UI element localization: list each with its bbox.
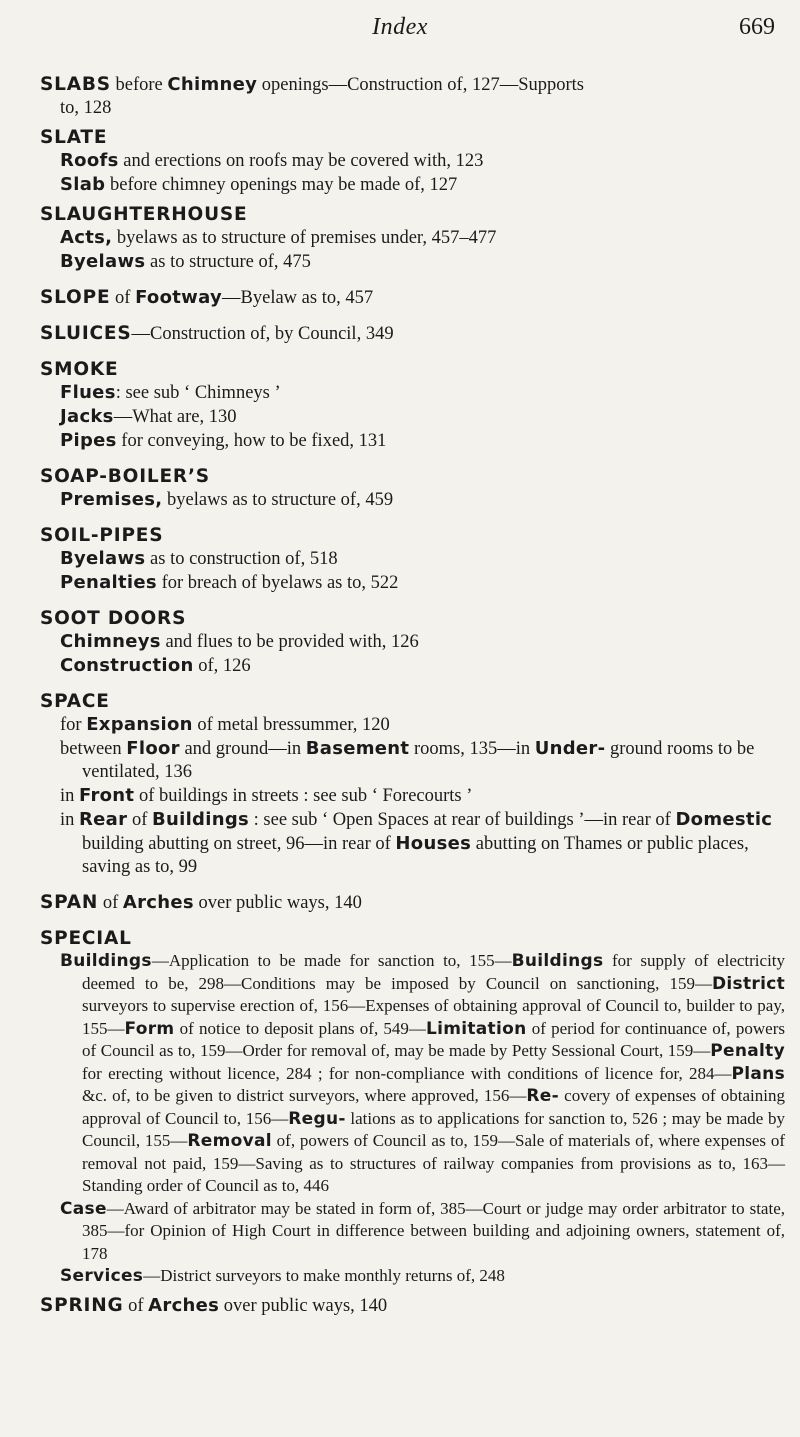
subentry-text: and erections on roofs may be covered with, 123 xyxy=(123,151,484,171)
running-head xyxy=(0,10,800,50)
subentry-text: ground rooms to be ventilated, 136 xyxy=(82,739,755,782)
subentry-keyword: Buildings xyxy=(511,951,604,971)
entry-heading: SPECIAL xyxy=(40,928,132,949)
subentry-text: as to construction of, 518 xyxy=(150,549,338,569)
entry-heading: SLOPE xyxy=(40,287,111,308)
entry-keyword: Arches xyxy=(148,1294,220,1316)
entry-soil-pipes xyxy=(40,524,785,595)
entry-sluices xyxy=(40,322,785,346)
subentry-text: between xyxy=(60,739,122,759)
subentry xyxy=(40,571,785,595)
subentry-text: byelaws as to structure of, 459 xyxy=(167,490,394,510)
subentry-keyword: Expansion xyxy=(86,714,193,735)
entry-text: openings—Construction of, 127—Supports xyxy=(261,75,585,95)
subentry-keyword: Chimneys xyxy=(60,631,161,652)
subentry xyxy=(40,488,785,512)
entry-line xyxy=(40,1294,785,1318)
subentry-text: rooms, 135—in xyxy=(413,739,531,759)
entry-text: of xyxy=(102,893,119,913)
subentry-keyword: Premises, xyxy=(60,489,163,510)
entry-keyword: Chimney xyxy=(167,74,258,95)
subentry-text: surveyors to supervise erection of, 156—Expenses of obtaining approval of Council to, builder to pay, 155— xyxy=(82,996,785,1038)
entry-keyword: Footway xyxy=(135,287,223,308)
subentry-keyword: Pipes xyxy=(60,430,117,451)
entry-heading: SLATE xyxy=(40,127,108,148)
entry-line xyxy=(40,891,785,915)
entry-heading: SLABS xyxy=(40,74,111,95)
entry-spring xyxy=(40,1294,785,1318)
entry-smoke xyxy=(40,358,785,453)
subentry xyxy=(40,250,785,274)
subentry-text: of, powers of Council as to, 159—Sale of materials of, where expenses of removal not paid, 159—Saving as to structures of railway companies from provisions as to, 163— Standing order of Council as to, 446 xyxy=(82,1131,785,1195)
subentry xyxy=(40,547,785,571)
entry-heading: SOAP-BOILER’S xyxy=(40,466,210,487)
entry-heading: SPAN xyxy=(40,892,99,913)
subentry xyxy=(40,149,785,173)
entry-heading: SMOKE xyxy=(40,359,119,380)
subentry xyxy=(40,429,785,453)
subentry-keyword: Under- xyxy=(534,738,606,759)
entry-slope xyxy=(40,286,785,310)
subentry xyxy=(40,173,785,197)
subentry-text: before chimney openings may be made of, 127 xyxy=(110,175,458,195)
subentry-text: : see sub ‘ Open Spaces at rear of buildings ’—in rear of xyxy=(253,810,671,830)
subentry-keyword: Form xyxy=(124,1018,175,1039)
entry-heading: SOIL-PIPES xyxy=(40,525,164,546)
subentry-text: for xyxy=(60,715,82,735)
subentry-keyword: Jacks xyxy=(60,406,114,427)
subentry-keyword: Front xyxy=(79,785,135,806)
subentry-keyword: Limitation xyxy=(425,1018,527,1039)
subentry-text: of xyxy=(131,810,148,830)
subentry-keyword: Rear xyxy=(79,809,128,830)
subentry-text: of metal bressummer, 120 xyxy=(197,715,390,735)
entry-heading: SPRING xyxy=(40,1294,124,1316)
subentry xyxy=(40,381,785,405)
entry-line xyxy=(40,73,785,97)
subentry-keyword: Regu- xyxy=(288,1108,346,1129)
subentry-text: as to structure of, 475 xyxy=(150,252,311,272)
entry-heading: SLAUGHTERHOUSE xyxy=(40,204,248,225)
subentry-text: : see sub ‘ Chimneys ’ xyxy=(115,383,281,403)
entry-heading: SOOT DOORS xyxy=(40,608,187,629)
entry-line xyxy=(40,322,785,346)
subentry xyxy=(40,808,785,879)
entry-space xyxy=(40,690,785,879)
subentry-text: in xyxy=(60,810,75,830)
subentry-keyword: Flues xyxy=(60,382,116,403)
subentry xyxy=(40,226,785,250)
entry-text: —Byelaw as to, 457 xyxy=(222,288,374,308)
subentry xyxy=(40,737,785,784)
subentry-text: for breach of byelaws as to, 522 xyxy=(161,573,399,593)
subentry-text: of notice to deposit plans of, 549— xyxy=(179,1018,426,1038)
entry-text: over public ways, 140 xyxy=(198,893,362,913)
subentry-text: in xyxy=(60,786,75,806)
entry-slate xyxy=(40,126,785,197)
subentry-text: lations as to applications for sanction to, 526 ; may be made by Council, 155— xyxy=(82,1108,785,1150)
subentry-text: abutting on Thames or public places, saving as to, 99 xyxy=(82,834,749,877)
subentry-text: of, 126 xyxy=(198,656,251,676)
subentry-text: byelaws as to structure of premises under, 457–477 xyxy=(116,228,497,248)
subentry-keyword: Roofs xyxy=(60,150,119,171)
subentry-keyword: Case xyxy=(60,1198,107,1219)
subentry-keyword: Buildings xyxy=(151,809,250,830)
subentry-text: covery of expenses of obtaining approval of Council to, 156— xyxy=(82,1086,785,1128)
subentry-keyword: Acts, xyxy=(60,227,113,248)
subentry-text: &c. of, to be given to district surveyors, where approved, 156— xyxy=(82,1086,527,1105)
subentry-keyword: District xyxy=(712,973,785,994)
subentry-keyword: Buildings xyxy=(60,951,152,971)
entry-keyword: Arches xyxy=(122,892,194,913)
subentry-keyword: Re- xyxy=(526,1086,559,1106)
subentry-text: building abutting on street, 96—in rear of xyxy=(82,834,391,854)
subentry-text: and flues to be provided with, 126 xyxy=(165,632,419,652)
entry-line xyxy=(40,286,785,310)
subentry-text: —Application to be made for sanction to, 155— xyxy=(151,951,512,970)
entry-soap-boilers xyxy=(40,465,785,512)
subentry xyxy=(40,405,785,429)
entry-text: over public ways, 140 xyxy=(223,1295,388,1316)
running-title: Index xyxy=(372,14,428,40)
entry-special xyxy=(40,927,785,1288)
subentry-keyword: Houses xyxy=(395,833,472,854)
index-column xyxy=(40,73,785,1330)
entry-continuation: to, 128 xyxy=(60,98,112,118)
entry-slabs xyxy=(40,73,785,120)
subentry-text: and ground—in xyxy=(184,739,302,759)
subentry-keyword: Slab xyxy=(60,174,106,195)
subentry-text: —What are, 130 xyxy=(113,407,237,427)
subentry-case xyxy=(40,1198,785,1266)
subentry-text: for supply of electricity deemed to be, 298—Conditions may be imposed by Council on sanctioning, 159— xyxy=(82,951,786,993)
subentry-buildings xyxy=(40,950,785,1198)
subentry-text: for conveying, how to be fixed, 131 xyxy=(121,431,387,451)
subentry xyxy=(40,713,785,737)
subentry-text: of buildings in streets : see sub ‘ Forecourts ’ xyxy=(138,786,473,806)
subentry-keyword: Basement xyxy=(305,738,410,759)
entry-soot-doors xyxy=(40,607,785,678)
entry-text: —Construction of, by Council, 349 xyxy=(131,324,394,344)
subentry-services xyxy=(40,1265,785,1288)
subentry-keyword: Floor xyxy=(126,738,180,759)
subentry-keyword: Penalty xyxy=(710,1041,785,1061)
subentry-keyword: Plans xyxy=(731,1063,785,1084)
subentry-keyword: Byelaws xyxy=(60,548,146,569)
entry-span xyxy=(40,891,785,915)
subentry xyxy=(40,630,785,654)
subentry xyxy=(40,784,785,808)
subentry-text: —Award of arbitrator may be stated in form of, 385—Court or judge may order arbitrator to state, 385—for Opinion of High Court in difference between building and adjoining owners, statement of, 178 xyxy=(82,1198,785,1263)
entry-heading: SLUICES xyxy=(40,323,132,344)
entry-text: before xyxy=(115,75,163,95)
entry-heading: SPACE xyxy=(40,691,110,712)
subentry-keyword: Byelaws xyxy=(60,251,146,272)
entry-text: of xyxy=(128,1295,144,1316)
subentry-keyword: Construction xyxy=(60,655,194,676)
subentry xyxy=(40,654,785,678)
entry-slaughterhouse xyxy=(40,203,785,274)
subentry-text: of period for continuance of, powers of Council as to, 159—Order for removal of, may be made by Petty Sessional Court, 159— xyxy=(82,1018,785,1060)
subentry-keyword: Removal xyxy=(187,1131,272,1151)
subentry-text: —District surveyors to make monthly returns of, 248 xyxy=(143,1266,505,1285)
subentry-keyword: Penalties xyxy=(60,572,157,593)
subentry-text: for erecting without licence, 284 ; for non-compliance with conditions of licence for, 284— xyxy=(82,1063,732,1083)
subentry-keyword: Services xyxy=(60,1266,144,1286)
page-number: 669 xyxy=(739,14,775,40)
subentry-keyword: Domestic xyxy=(675,809,773,830)
entry-text: of xyxy=(115,288,131,308)
